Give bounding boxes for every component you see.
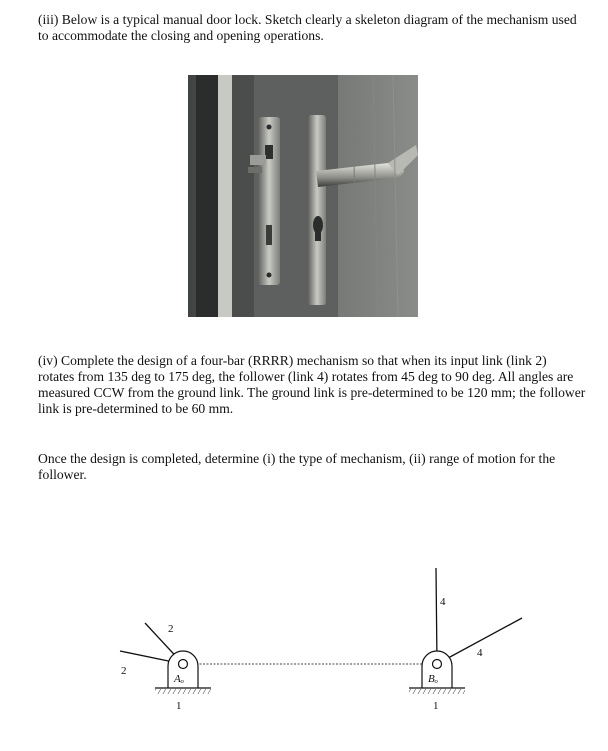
follower-upper-label: 4 bbox=[440, 596, 446, 608]
left-pivot-joint bbox=[179, 660, 188, 669]
follower-link-vertical bbox=[436, 568, 437, 664]
question-once-text: Once the design is completed, determine (i) the type of mechanism, (ii) range of motion for the follower. bbox=[38, 451, 556, 482]
left-ground-hatch bbox=[155, 689, 211, 694]
left-pivot-label: Aₒ bbox=[174, 673, 184, 685]
door-lock-photo bbox=[188, 75, 418, 317]
follower-lower-label: 4 bbox=[477, 647, 483, 659]
left-ground-label: 1 bbox=[176, 700, 182, 712]
input-link-lower-label: 2 bbox=[121, 665, 127, 677]
left-pivot-ao bbox=[120, 623, 211, 712]
right-ground-label: 1 bbox=[433, 700, 439, 712]
four-bar-diagram bbox=[0, 560, 608, 746]
right-ground-hatch bbox=[409, 689, 465, 694]
input-link-upper-label: 2 bbox=[168, 623, 174, 635]
right-pivot-joint bbox=[433, 660, 442, 669]
question-iii-text: (iii) Below is a typical manual door lock. Sketch clearly a skeleton diagram of the mechanism used to accommodate the closing and opening operations. bbox=[38, 12, 577, 43]
right-pivot-bo bbox=[409, 568, 522, 712]
question-iv-text: (iv) Complete the design of a four-bar (RRRR) mechanism so that when its input link (link 2) rotates from 135 deg to 175 deg, the follower (link 4) rotates from 45 deg to 90 deg. All angles are measured CCW from the ground link. The ground link is pre-determined to be 120 mm; the follower link is pre-determined to be 60 mm. bbox=[38, 353, 586, 416]
right-pivot-label: Bₒ bbox=[428, 673, 438, 685]
